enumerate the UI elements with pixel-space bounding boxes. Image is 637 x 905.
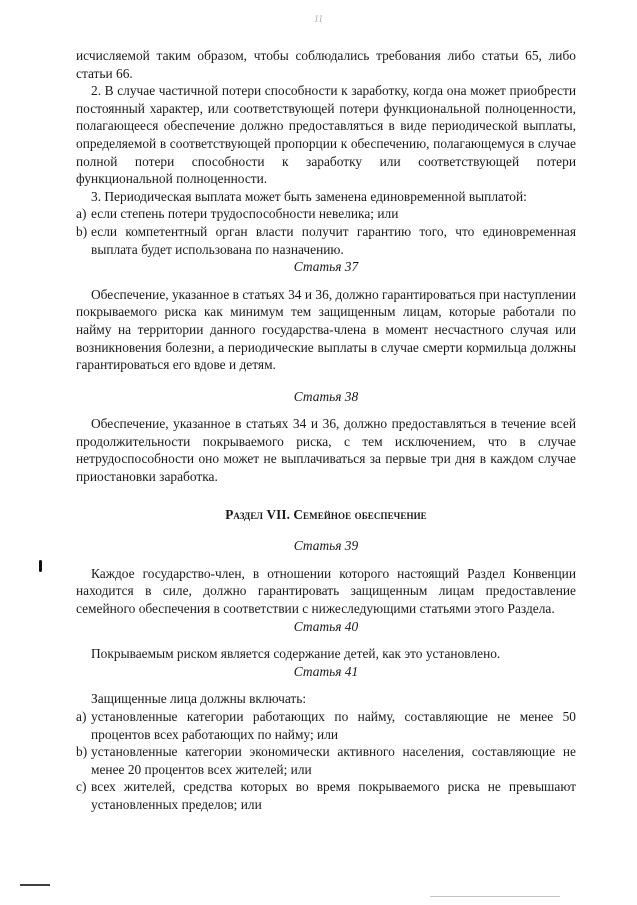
paragraph-continuation: исчисляемой таким образом, чтобы соблюдались требования либо статьи 65, либо статьи 66. <box>76 48 576 81</box>
scan-line <box>430 896 560 897</box>
article-38-text: Обеспечение, указанное в статьях 34 и 36, должно предоставляться в течение всей продолжительности покрываемого риска, с тем исключением, что в случае нетрудоспособности оно может не выплачиваться за первые три дня в каждом случае приостановки заработка. <box>76 416 576 485</box>
list-item <box>76 708 576 743</box>
list-text: установленные категории экономически активного населения, составляющие не менее 20 процентов всех жителей; или <box>91 744 576 777</box>
scan-line <box>20 884 50 886</box>
list-item <box>76 743 576 778</box>
article-heading-40: Статья 40 <box>293 618 359 634</box>
scan-mark <box>39 560 42 572</box>
article-heading-39: Статья 39 <box>293 538 359 554</box>
article-heading-41: Статья 41 <box>293 663 359 679</box>
list-text: установленные категории работающих по найму, составляющие не менее 50 процентов всех работающих по найму; или <box>91 709 576 742</box>
paragraph-36-2: 2. В случае частичной потери способности к заработку, когда она может приобрести постоянный характер, или соответствующей потери функциональной полноценности, полагающееся обеспечение должно предоставляться в виде периодической выплаты, определяемой в соответствующей пропорции к обеспечению, полагающемуся в случае полной потери способности к заработку или соответствующей потери функциональной полноценности. <box>76 83 576 187</box>
article-heading-38: Статья 38 <box>293 388 359 404</box>
article-39-text: Каждое государство-член, в отношении которого настоящий Раздел Конвенции находится в силе, должно гарантировать защищенным лицам предоставление семейного обеспечения в соответствии с нижеследующими статьями этого Раздела. <box>76 565 576 617</box>
list-text: если степень потери трудоспособности невелика; или <box>91 206 399 222</box>
list-label: а) <box>76 206 87 222</box>
list-text: всех жителей, средства которых во время покрываемого риска не превышают установленных пределов; или <box>91 779 576 812</box>
list-text: если компетентный орган власти получит гарантию того, что единовременная выплата будет использована по назначению. <box>91 223 576 257</box>
article-41-text: Защищенные лица должны включать: <box>91 691 307 707</box>
list-label: b) <box>76 223 88 239</box>
list-label: с) <box>76 779 87 795</box>
list-label: b) <box>76 744 88 760</box>
article-40-text: Покрываемым риском является содержание детей, как это установлено. <box>91 646 501 662</box>
section-heading: Раздел VII. Семейное обеспечение <box>225 506 427 522</box>
paragraph-36-3: 3. Периодическая выплата может быть заменена единовременной выплатой: <box>91 188 527 204</box>
list-item <box>76 205 576 223</box>
list-item <box>76 778 576 813</box>
document-body <box>76 47 576 814</box>
list-label: а) <box>76 709 87 724</box>
list-item <box>76 223 576 258</box>
article-37-text: Обеспечение, указанное в статьях 34 и 36, должно гарантироваться при наступлении покрываемого риска как минимум тем защищенным лицам, которые работали по найму на территории данного государства-члена в момент несчастного случая или возникновения болезни, а периодические выплаты в случае смерти кормильца должны гарантироваться его вдове и детям. <box>76 286 576 373</box>
article-heading-37: Статья 37 <box>293 259 359 275</box>
page-number: 11 <box>313 14 324 25</box>
